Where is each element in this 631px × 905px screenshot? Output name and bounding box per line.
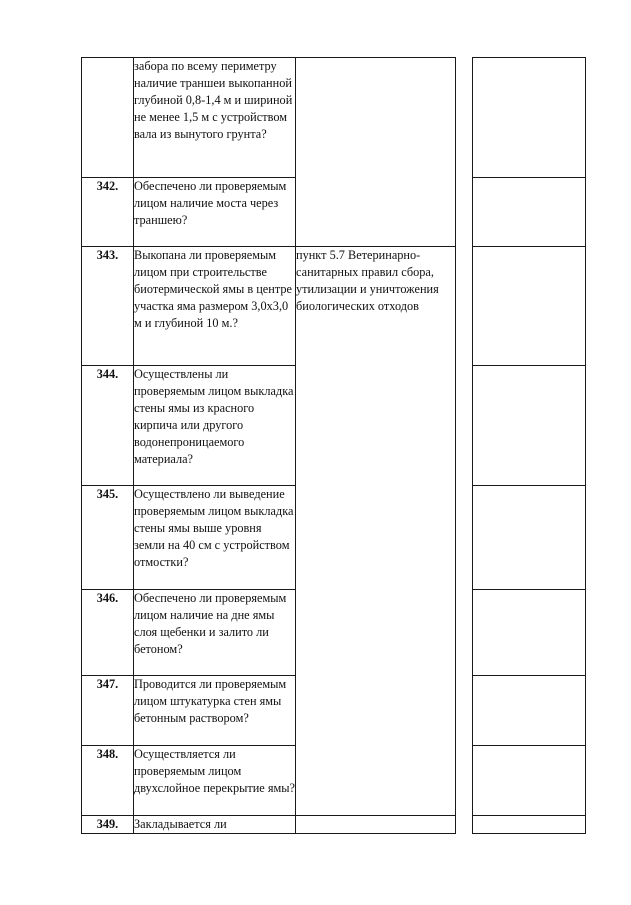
row-number: 347. bbox=[82, 676, 134, 746]
question-text: Обеспечено ли проверяемым лицом наличие на дне ямы слоя щебенки и залито ли бетоном? bbox=[134, 591, 287, 656]
answer-cell bbox=[473, 676, 586, 746]
answer-cell bbox=[473, 816, 586, 834]
column-gap bbox=[456, 486, 473, 590]
row-number: 344. bbox=[82, 366, 134, 486]
answer-cell bbox=[473, 590, 586, 676]
checklist-table bbox=[81, 57, 586, 834]
question-cell bbox=[134, 590, 296, 676]
reference-text: пункт 5.7 Ветеринарно-санитарных правил сбора, утилизации и уничтожения биологических отходов bbox=[296, 248, 439, 313]
question-cell bbox=[134, 676, 296, 746]
row-number: 348. bbox=[82, 746, 134, 816]
answer-cell bbox=[473, 247, 586, 366]
column-gap bbox=[456, 178, 473, 247]
column-gap bbox=[456, 676, 473, 746]
question-text: забора по всему периметру наличие траншеи выкопанной глубиной 0,8-1,4 м и шириной не менее 1,5 м с устройством вала из вынутого грунта? bbox=[134, 59, 293, 141]
table-row bbox=[82, 816, 586, 834]
reference-cell-empty bbox=[296, 816, 456, 834]
question-cell bbox=[134, 746, 296, 816]
question-cell bbox=[134, 816, 296, 834]
reference-cell-empty bbox=[296, 178, 456, 247]
row-number: 345. bbox=[82, 486, 134, 590]
column-gap bbox=[456, 366, 473, 486]
question-cell bbox=[134, 247, 296, 366]
row-number: 346. bbox=[82, 590, 134, 676]
row-number bbox=[82, 58, 134, 178]
row-number: 343. bbox=[82, 247, 134, 366]
answer-cell bbox=[473, 366, 586, 486]
answer-cell bbox=[473, 486, 586, 590]
question-text: Обеспечено ли проверяемым лицом наличие моста через траншею? bbox=[134, 179, 287, 227]
question-text: Выкопана ли проверяемым лицом при строительстве биотермической ямы в центре участка яма размером 3,0х3,0 м и глубиной 10 м.? bbox=[134, 248, 292, 330]
table-row bbox=[82, 178, 586, 247]
question-text: Закладывается ли bbox=[134, 817, 227, 831]
question-cell bbox=[134, 486, 296, 590]
table-row bbox=[82, 247, 586, 366]
question-text: Осуществлено ли выведение проверяемым лицом выкладка стены ямы выше уровня земли на 40 см с устройством отмостки? bbox=[134, 487, 294, 569]
column-gap bbox=[456, 816, 473, 834]
column-gap bbox=[456, 590, 473, 676]
question-cell bbox=[134, 366, 296, 486]
reference-cell-empty bbox=[296, 58, 456, 178]
column-gap bbox=[456, 746, 473, 816]
question-text: Проводится ли проверяемым лицом штукатурка стен ямы бетонным раствором? bbox=[134, 677, 287, 725]
question-cell bbox=[134, 58, 296, 178]
question-cell bbox=[134, 178, 296, 247]
table-row bbox=[82, 58, 586, 178]
reference-cell bbox=[296, 247, 456, 816]
answer-cell bbox=[473, 178, 586, 247]
answer-cell bbox=[473, 746, 586, 816]
row-number: 349. bbox=[82, 816, 134, 834]
question-text: Осуществляется ли проверяемым лицом двухслойное перекрытие ямы? bbox=[134, 747, 295, 795]
row-number: 342. bbox=[82, 178, 134, 247]
column-gap bbox=[456, 247, 473, 366]
question-text: Осуществлены ли проверяемым лицом выкладка стены ямы из красного кирпича или другого водонепроницаемого материала? bbox=[134, 367, 294, 466]
column-gap bbox=[456, 58, 473, 178]
answer-cell bbox=[473, 58, 586, 178]
